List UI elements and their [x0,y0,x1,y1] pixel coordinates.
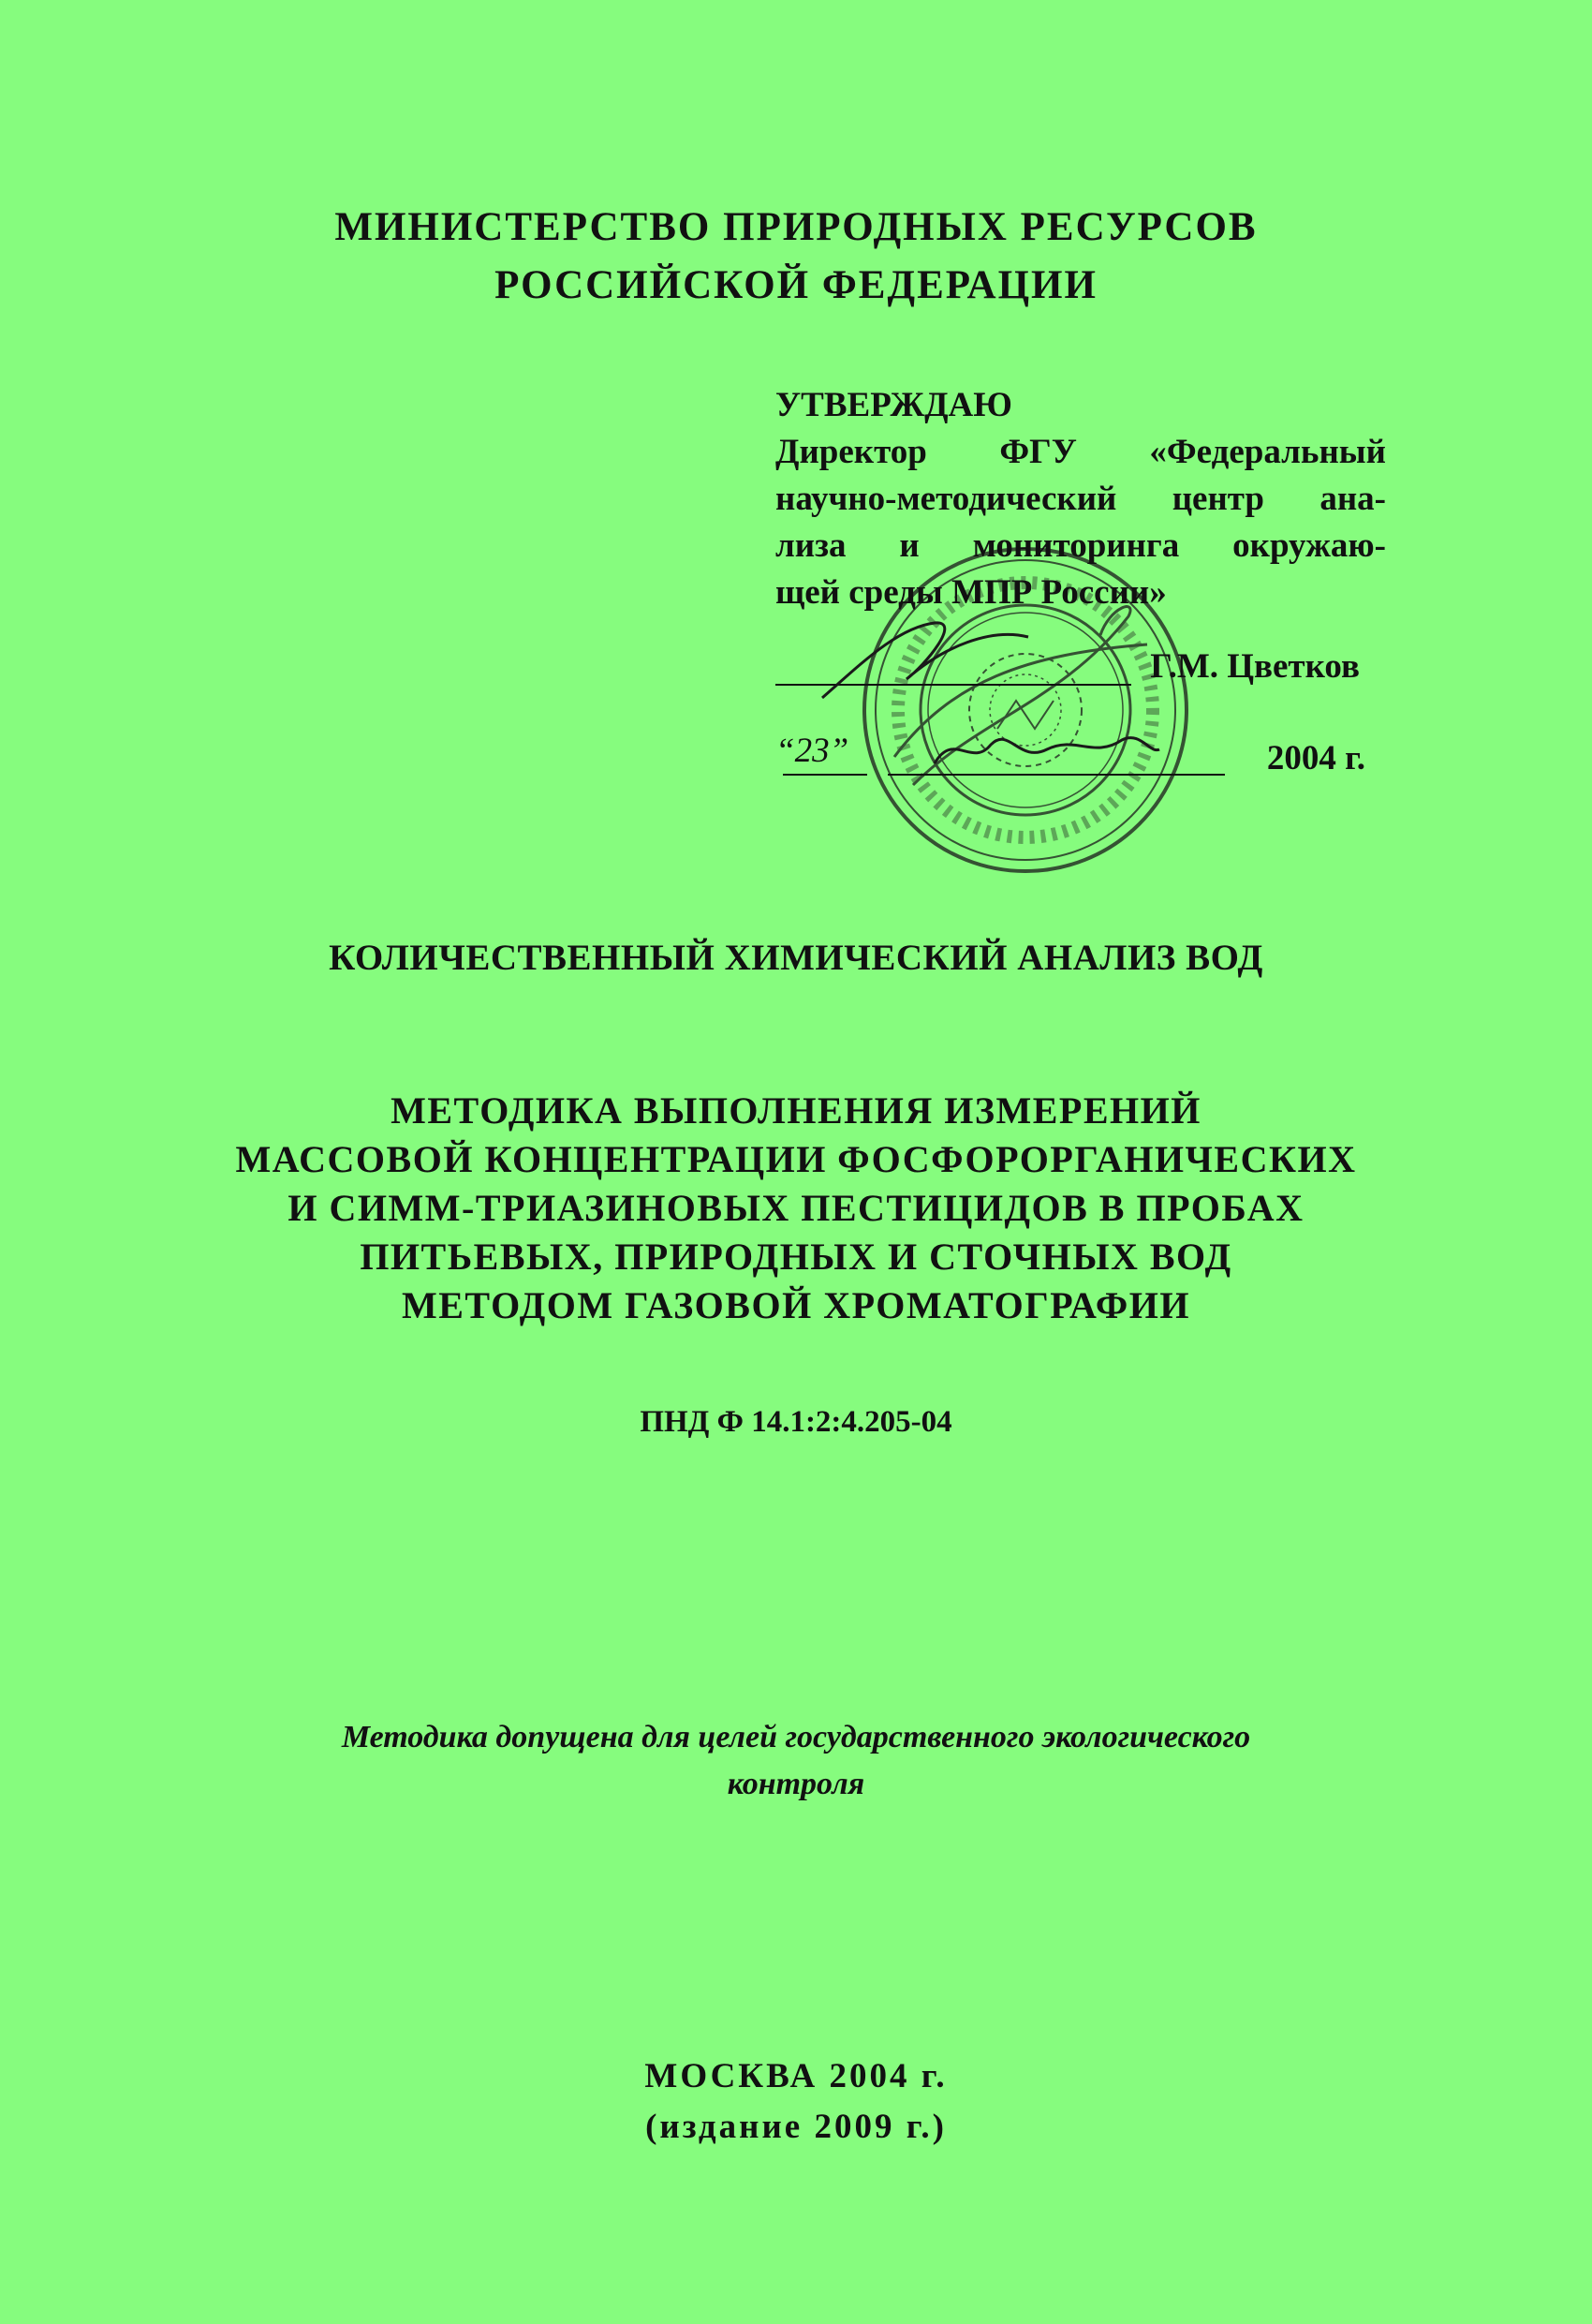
ministry-header [0,199,1592,315]
handwritten-month-icon [925,721,1169,777]
title-line: МЕТОДОМ ГАЗОВОЙ ХРОМАТОГРАФИИ [401,1284,1190,1326]
publication-info [0,2051,1592,2153]
signature-row [775,646,1386,693]
document-category: КОЛИЧЕСТВЕННЫЙ ХИМИЧЕСКИЙ АНАЛИЗ ВОД [329,938,1263,978]
admission-line-1: Методика допущена для целей государственного экологического [341,1720,1251,1754]
signature-icon [813,609,1038,712]
edition: (издание 2009 г.) [645,2108,947,2146]
approval-line-1: Директор ФГУ «Федеральный [775,433,1386,471]
approval-title: УТВЕРЖДАЮ [775,386,1012,424]
title-line: МЕТОДИКА ВЫПОЛНЕНИЯ ИЗМЕРЕНИЙ [391,1089,1201,1132]
day-line [783,774,867,776]
city-year: МОСКВА 2004 г. [644,2057,948,2095]
document-code: ПНД Ф 14.1:2:4.205-04 [640,1405,952,1439]
admission-line-2: контроля [727,1767,865,1801]
approval-line-2: научно-методический центр ана- [775,480,1386,518]
approval-line-4: щей среды МПР России» [775,573,1167,612]
ministry-line-2: РОССИЙСКОЙ ФЕДЕРАЦИИ [494,263,1098,307]
title-line: МАССОВОЙ КОНЦЕНТРАЦИИ ФОСФОРОРГАНИЧЕСКИХ [235,1138,1357,1180]
ministry-line-1: МИНИСТЕРСТВО ПРИРОДНЫХ РЕСУРСОВ [334,205,1258,249]
admission-note [0,1714,1592,1808]
approval-year: 2004 г. [1266,739,1365,777]
approval-day: “23” [775,732,849,770]
document-title [0,1087,1592,1330]
title-line: И СИММ-ТРИАЗИНОВЫХ ПЕСТИЦИДОВ В ПРОБАХ [287,1187,1305,1229]
approval-day-value: 23 [794,732,830,770]
approval-date-row [775,731,1386,787]
approval-block [775,382,1386,616]
title-line: ПИТЬЕВЫХ, ПРИРОДНЫХ И СТОЧНЫХ ВОД [360,1236,1232,1278]
signatory-name: Г.М. Цветков [1150,647,1360,686]
approval-line-3: лиза и мониторинга окружаю- [775,526,1386,565]
